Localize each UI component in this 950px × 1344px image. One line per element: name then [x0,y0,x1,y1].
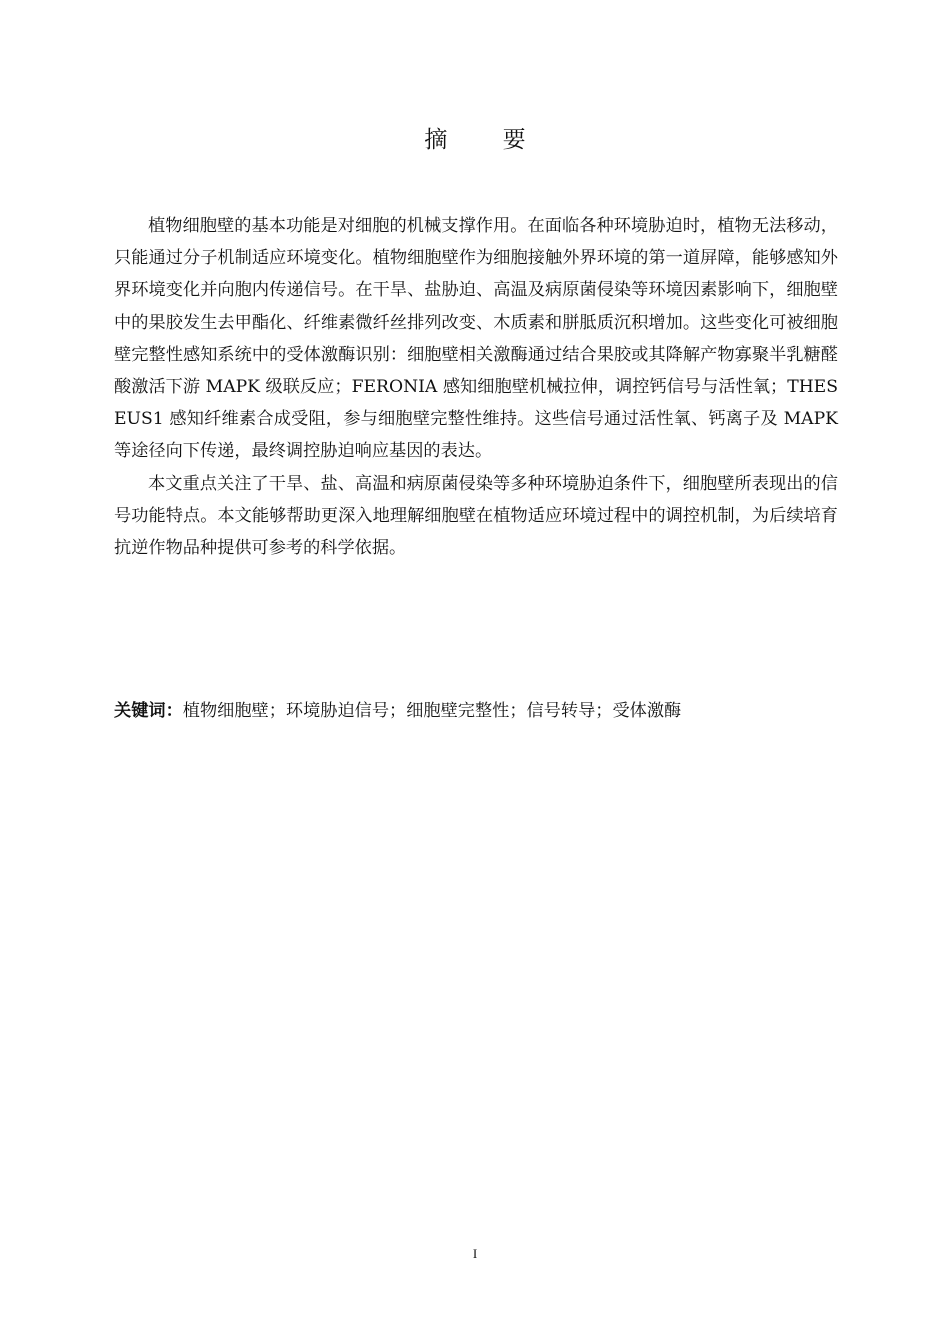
abstract-body [114,210,838,564]
abstract-paragraph-1: 植物细胞壁的基本功能是对细胞的机械支撑作用。在面临各种环境胁迫时，植物无法移动，只能通过分子机制适应环境变化。植物细胞壁作为细胞接触外界环境的第一道屏障，能够感知外界环境变化并向胞内传递信号。在干旱、盐胁迫、高温及病原菌侵染等环境因素影响下，细胞壁中的果胶发生去甲酯化、纤维素微纤丝排列改变、木质素和胼胝质沉积增加。这些变化可被细胞壁完整性感知系统中的受体激酶识别：细胞壁相关激酶通过结合果胶或其降解产物寡聚半乳糖醛酸激活下游 MAPK 级联反应；FERONIA 感知细胞壁机械拉伸，调控钙信号与活性氧；THESEUS1 感知纤维素合成受阻，参与细胞壁完整性维持。这些信号通过活性氧、钙离子及 MAPK 等途径向下传递，最终调控胁迫响应基因的表达。 [114,216,838,462]
keywords-list: 植物细胞壁；环境胁迫信号；细胞壁完整性；信号转导；受体激酶 [182,701,682,721]
abstract-title: 摘 要 [424,127,550,153]
keywords-line [114,696,838,726]
keywords-label: 关键词： [114,701,183,721]
page-number: I [472,1246,478,1261]
abstract-paragraph-2: 本文重点关注了干旱、盐、高温和病原菌侵染等多种环境胁迫条件下，细胞壁所表现出的信号功能特点。本文能够帮助更深入地理解细胞壁在植物适应环境过程中的调控机制，为后续培育抗逆作物品种提供可参考的科学依据。 [114,473,838,559]
